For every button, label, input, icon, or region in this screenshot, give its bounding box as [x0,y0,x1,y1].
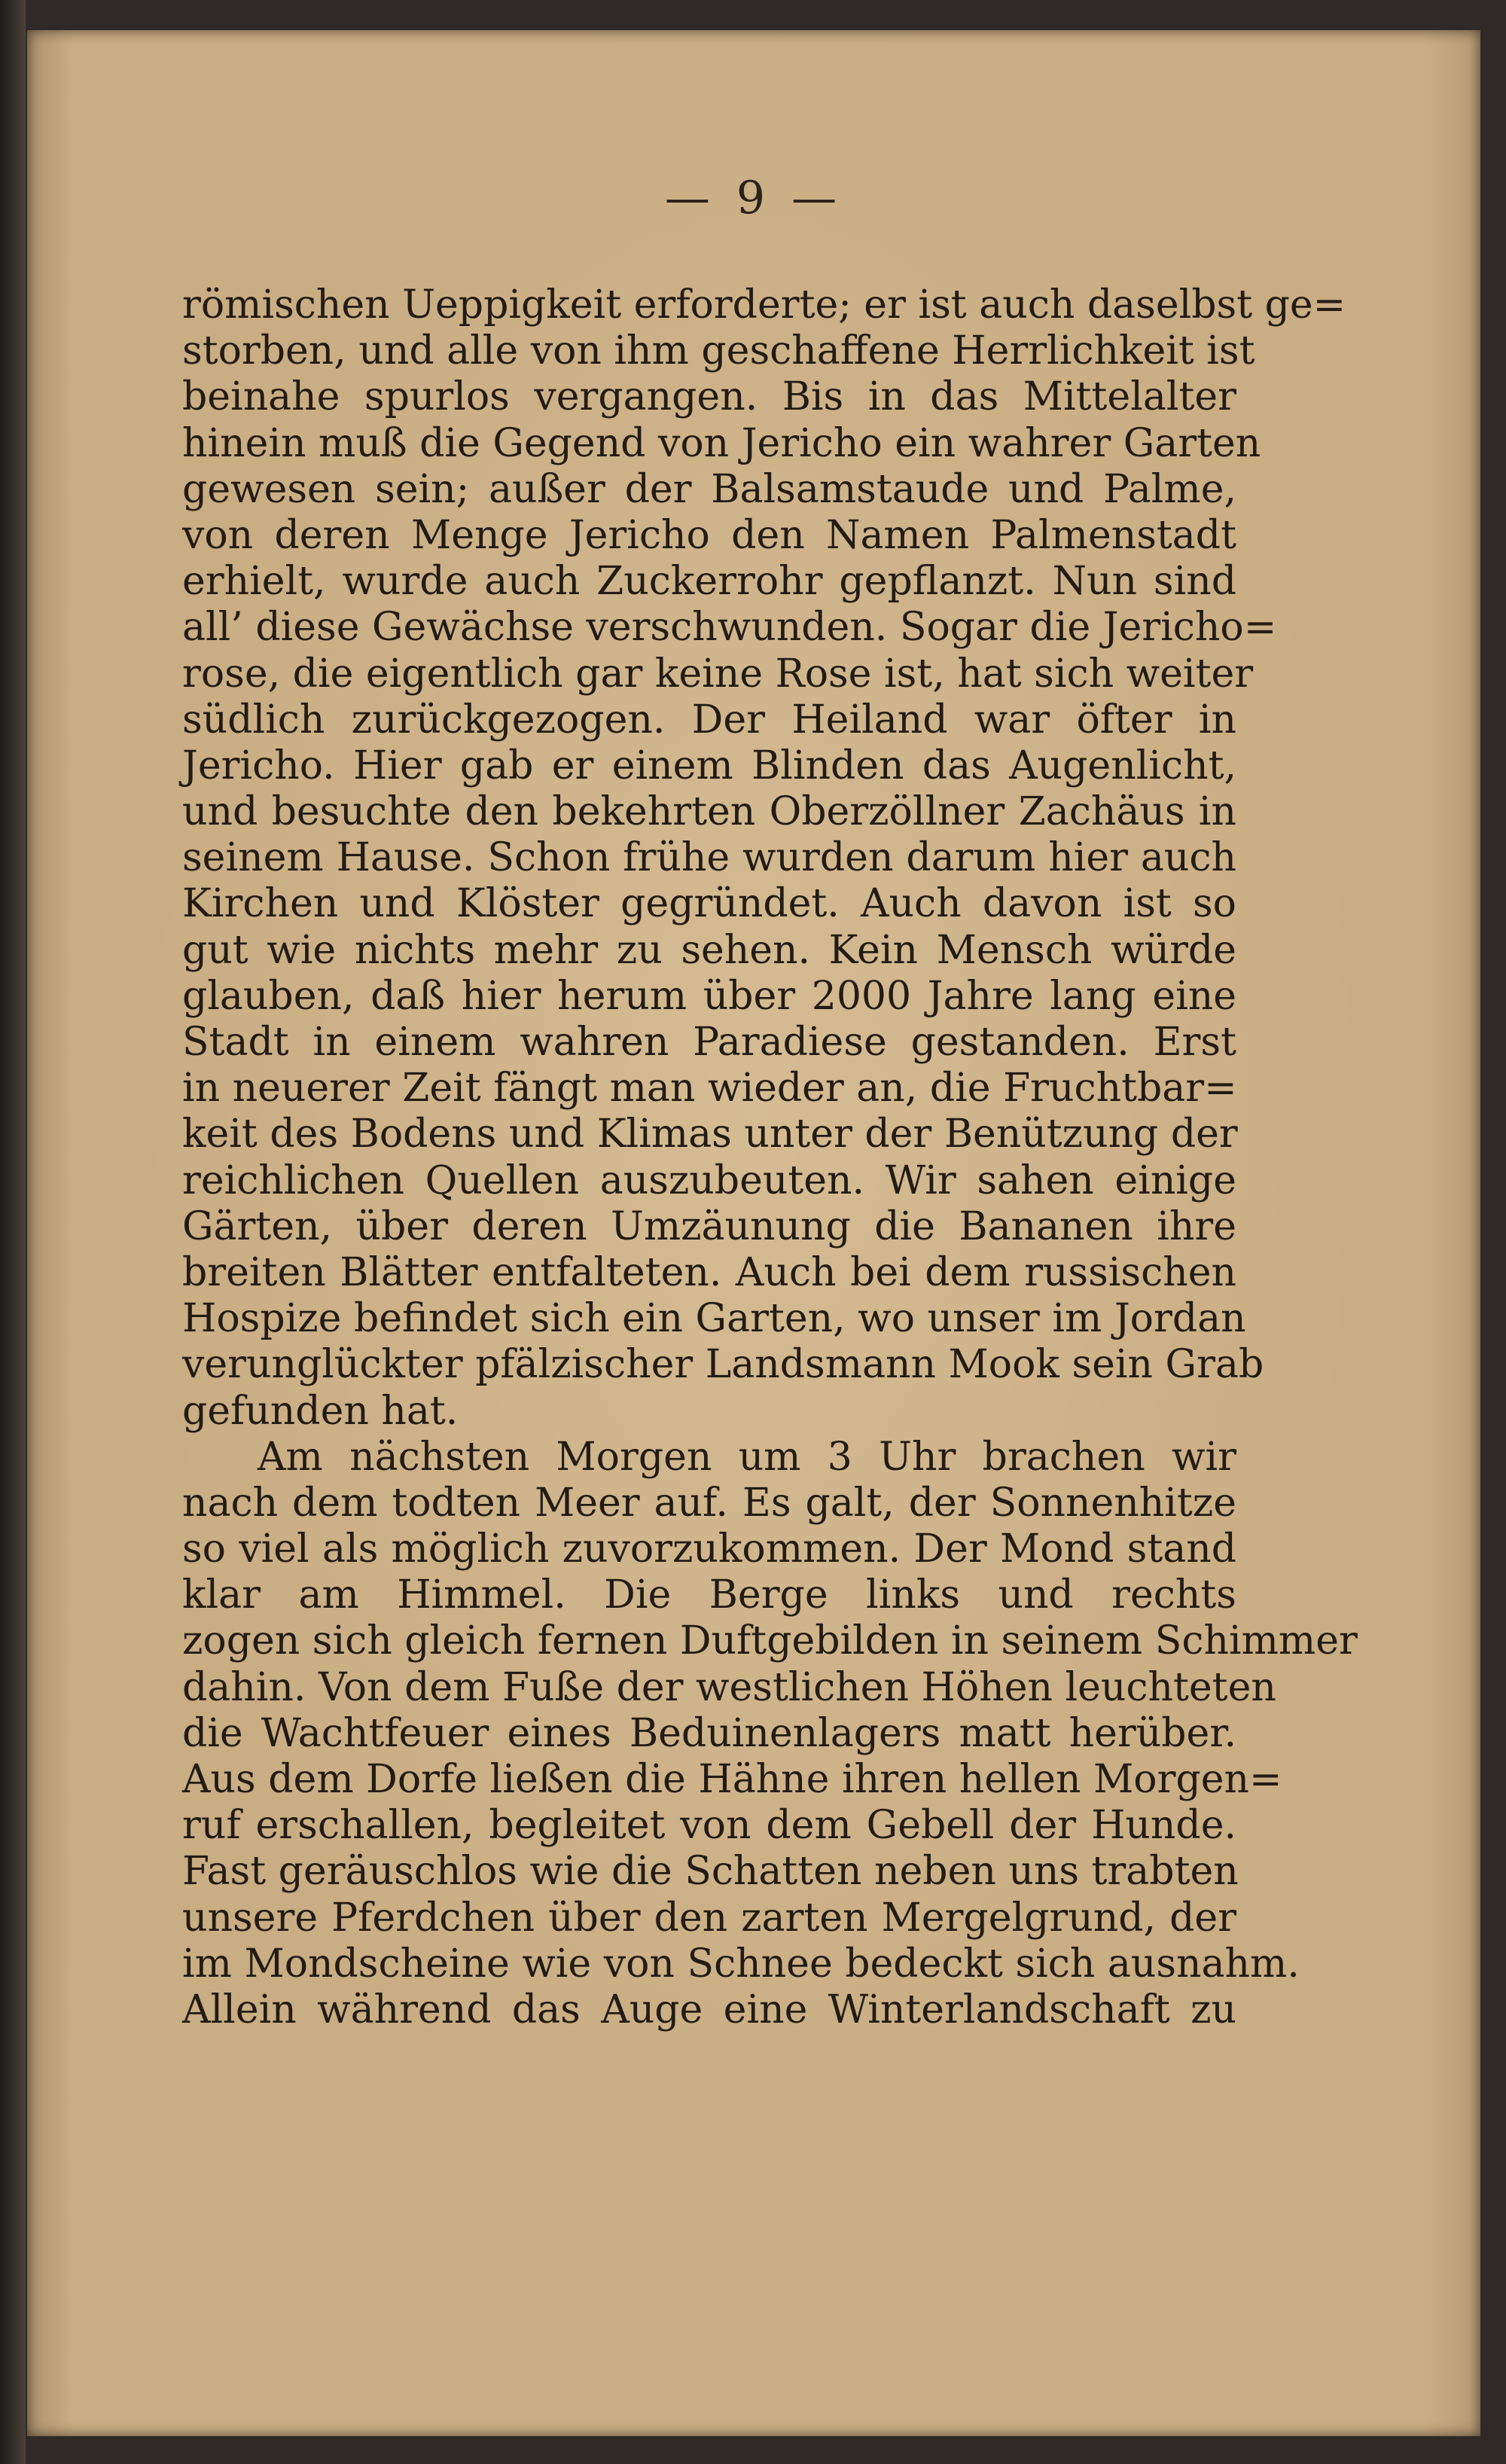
body-text [182,282,1358,2033]
text-line: hinein muß die Gegend von Jericho ein wahrer Garten [182,420,1261,466]
text-line: glauben, daß hier herum über 2000 Jahre lang eine [182,973,1236,1019]
text-line: und besuchte den bekehrten Oberzöllner Zachäus in [182,789,1236,835]
text-line: gut wie nichts mehr zu sehen. Kein Mensch würde [182,927,1236,973]
text-line: Gärten, über deren Umzäunung die Bananen ihre [182,1203,1236,1249]
text-line: Allein während das Auge eine Winterlandschaft zu [182,1987,1236,2032]
text-line: südlich zurückgezogen. Der Heiland war öfter in [182,697,1236,743]
page-number: — 9 — [664,172,843,224]
text-line: ruf erschallen, begleitet von dem Gebell der Hunde. [182,1803,1236,1849]
text-line-paragraph-end: gefunden hat. [182,1388,459,1434]
text-line: Hospize befindet sich ein Garten, wo unser im Jordan [182,1296,1246,1342]
text-line: im Mondscheine wie von Schnee bedeckt sich ausnahm. [182,1941,1300,1987]
text-line: nach dem todten Meer auf. Es galt, der Sonnenhitze [182,1480,1236,1526]
text-line: seinem Hause. Schon frühe wurden darum hier auch [182,835,1236,881]
text-line: in neuerer Zeit fängt man wieder an, die Fruchtbar= [182,1066,1237,1112]
text-line: von deren Menge Jericho den Namen Palmenstadt [182,512,1236,558]
book-spine [0,0,26,2464]
text-line: Aus dem Dorfe ließen die Hähne ihren hellen Morgen= [182,1757,1282,1802]
book-page [27,30,1480,2436]
text-line: Jericho. Hier gab er einem Blinden das Augenlicht, [182,743,1236,788]
text-line: die Wachtfeuer eines Beduinenlagers matt herüber. [182,1710,1236,1756]
text-line: klar am Himmel. Die Berge links und rechts [182,1572,1236,1618]
text-line: so viel als möglich zuvorzukommen. Der Mond stand [182,1526,1236,1572]
text-line: erhielt, wurde auch Zuckerrohr gepflanzt. Nun sind [182,559,1236,605]
text-line: Kirchen und Klöster gegründet. Auch davon ist so [182,881,1236,927]
text-line: breiten Blätter entfalteten. Auch bei dem russischen [182,1249,1236,1295]
text-line: Stadt in einem wahren Paradiese gestanden. Erst [182,1020,1236,1065]
text-line: römischen Ueppigkeit erforderte; er ist auch daselbst ge= [182,282,1346,328]
text-line: reichlichen Quellen auszubeuten. Wir sahen einige [182,1157,1236,1203]
text-line: verunglückter pfälzischer Landsmann Mook sein Grab [182,1342,1264,1388]
text-line: rose, die eigentlich gar keine Rose ist, hat sich weiter [182,651,1254,697]
text-line: Fast geräuschlos wie die Schatten neben uns trabten [182,1849,1239,1895]
text-line: all’ diese Gewächse verschwunden. Sogar die Jericho= [182,605,1277,651]
text-line: dahin. Von dem Fuße der westlichen Höhen leuchteten [182,1664,1276,1710]
text-line: storben, und alle von ihm geschaffene Herrlichkeit ist [182,328,1255,374]
text-line: gewesen sein; außer der Balsamstaude und Palme, [182,466,1236,512]
text-line: zogen sich gleich fernen Duftgebilden in seinem Schimmer [182,1618,1358,1664]
text-line-paragraph-start: Am nächsten Morgen um 3 Uhr brachen wir [258,1434,1236,1480]
text-line: keit des Bodens und Klimas unter der Benützung der [182,1112,1238,1157]
text-line: beinahe spurlos vergangen. Bis in das Mittelalter [182,374,1236,420]
text-line: unsere Pferdchen über den zarten Mergelgrund, der [182,1895,1236,1941]
